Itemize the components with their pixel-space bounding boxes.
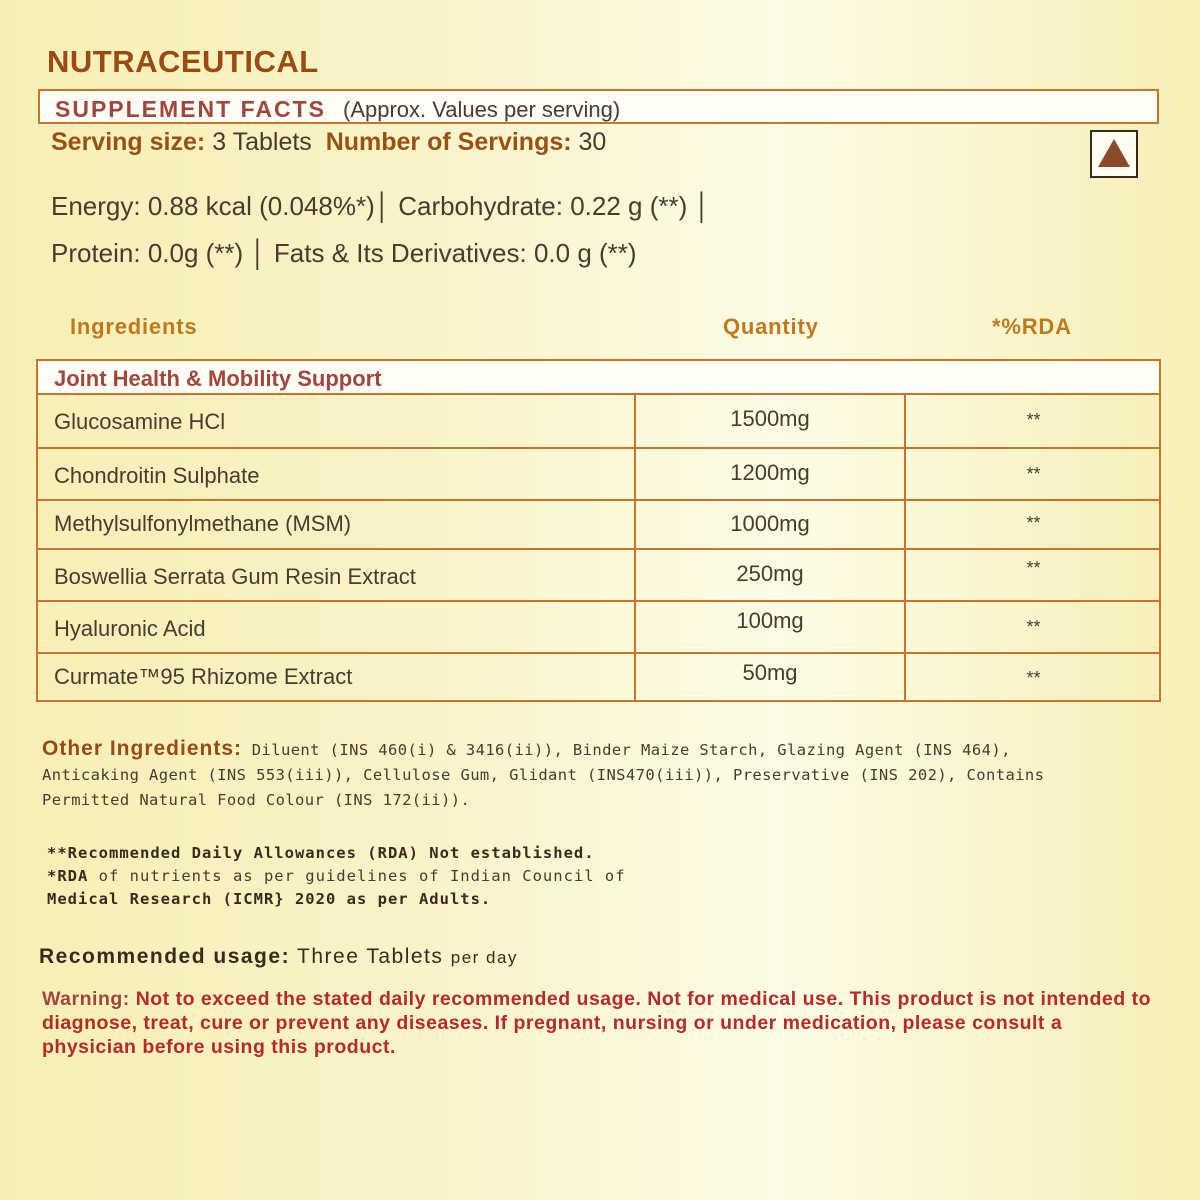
rda-note [47,842,626,911]
ingredient-quantity: 1500mg [730,406,810,431]
other-ingredients [42,736,1082,813]
header-ingredients: Ingredients [70,314,198,339]
ingredient-quantity: 1200mg [730,460,810,485]
warning-label: Warning: [42,988,130,1010]
table-row [38,652,1159,700]
servings-count-label: Number of Servings: [325,128,572,156]
serving-size-value: 3 Tablets [212,128,312,156]
warning-text [42,987,1152,1059]
usage-value: Three Tablets [297,945,444,968]
ingredient-rda: ** [1026,668,1041,688]
brand-title: NUTRACEUTICAL [47,44,319,79]
usage-suffix: per day [450,948,518,967]
warning-body: Not to exceed the stated daily recommended usage. Not for medical use. This product is not intended to diagnose, treat, cure or prevent any diseases. If pregnant, nursing or under medication, please consult a physician before using this product. [42,988,1152,1058]
servings-count-value: 30 [578,128,607,156]
ingredients-table [36,395,1161,702]
ingredient-rda: ** [1026,617,1041,637]
ingredient-rda: ** [1026,464,1041,484]
rda-note-line-3: Medical Research (ICMR} 2020 as per Adults. [47,890,492,908]
ingredient-group-header [36,359,1161,395]
supplement-facts-title: SUPPLEMENT FACTS [55,96,326,122]
header-quantity: Quantity [723,314,819,339]
serving-size-label: Serving size: [51,128,206,156]
ingredient-quantity: 100mg [736,608,804,633]
table-row [38,600,1159,652]
ingredient-rda: ** [1026,558,1041,578]
ingredient-name: Methylsulfonylmethane (MSM) [54,511,352,536]
table-row [38,395,1159,447]
non-veg-mark [1090,130,1138,178]
ingredient-rda: ** [1026,513,1041,533]
ingredient-name: Boswellia Serrata Gum Resin Extract [54,564,416,589]
ingredient-quantity: 250mg [736,561,804,586]
ingredient-quantity: 1000mg [730,511,810,536]
table-row [38,447,1159,499]
ingredient-name: Curmate™95 Rhizome Extract [54,664,353,689]
header-rda: *%RDA [992,314,1072,339]
supplement-facts-subtitle: (Approx. Values per serving) [343,97,621,122]
ingredient-name: Hyaluronic Acid [54,616,206,641]
table-row [38,499,1159,548]
serving-info [51,128,606,157]
ingredient-group-label: Joint Health & Mobility Support [54,366,382,391]
ingredient-name: Glucosamine HCl [54,409,226,434]
supplement-facts-header [38,89,1159,124]
other-ingredients-label: Other Ingredients: [42,737,243,760]
rda-note-line-2: of nutrients as per guidelines of Indian Council of [88,867,626,885]
table-row [38,548,1159,600]
other-ingredients-text: Diluent (INS 460(i) & 3416(ii)), Binder Maize Starch, Glazing Agent (INS 464), Anticaking Agent (INS 553(iii)), Cellulose Gum, Glidant (INS470(iii)), Preservative (INS 202), Contains Permitted Natural Food Colour (INS 172(ii)). [42,741,1045,809]
ingredient-quantity: 50mg [742,660,798,685]
nutrition-line-1: Energy: 0.88 kcal (0.048%*)│ Carbohydrate: 0.22 g (**) │ [51,191,711,221]
nutrition-line-2: Protein: 0.0g (**) │ Fats & Its Derivatives: 0.0 g (**) [51,238,637,268]
ingredient-rda: ** [1026,410,1041,430]
rda-note-prefix: *RDA [47,867,89,885]
usage-label: Recommended usage: [39,945,291,968]
ingredient-name: Chondroitin Sulphate [54,463,260,488]
rda-note-line-1: **Recommended Daily Allowances (RDA) Not established. [47,844,595,862]
non-veg-triangle-icon [1098,139,1130,167]
recommended-usage [39,945,518,969]
